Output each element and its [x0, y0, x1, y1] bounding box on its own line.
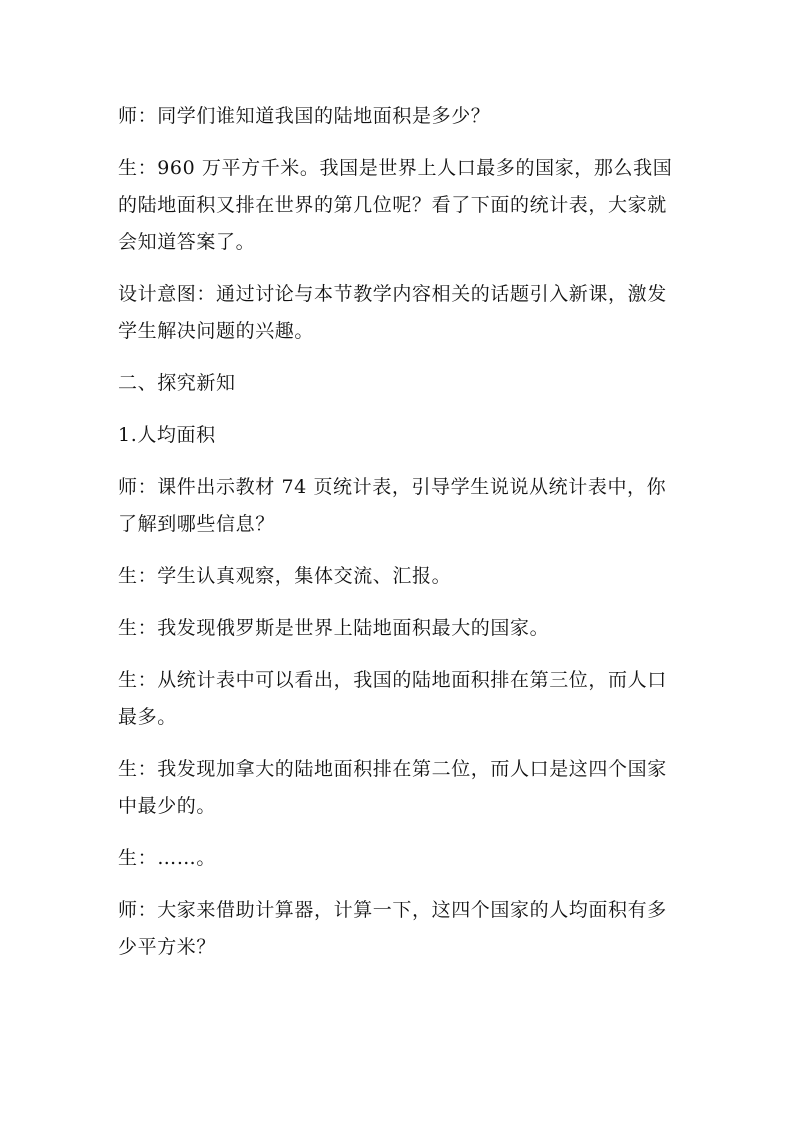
paragraph-student-russia: 生：我发现俄罗斯是世界上陆地面积最大的国家。	[118, 617, 550, 639]
paragraph-student-ellipsis: 生：……。	[118, 847, 217, 869]
paragraph-student-china-rank: 生：从统计表中可以看出，我国的陆地面积排在第三位，而人口最多。	[118, 669, 667, 728]
document-body	[118, 98, 678, 981]
paragraph-student-canada: 生：我发现加拿大的陆地面积排在第二位，而人口是这四个国家中最少的。	[118, 758, 667, 817]
subheading-per-capita-area: 1.人均面积	[118, 424, 216, 446]
paragraph-teacher-courseware: 师：课件出示教材 74 页统计表，引导学生说说从统计表中，你了解到哪些信息？	[118, 476, 667, 535]
paragraph-student-answer-area: 生：960 万平方千米。我国是世界上人口最多的国家，那么我国的陆地面积又排在世界的第几位呢？看了下面的统计表，大家就会知道答案了。	[118, 157, 673, 253]
paragraph-design-intent: 设计意图：通过讨论与本节教学内容相关的话题引入新课，激发学生解决问题的兴趣。	[118, 283, 667, 342]
section-heading-explore: 二、探究新知	[118, 372, 236, 394]
paragraph-teacher-calculator: 师：大家来借助计算器，计算一下，这四个国家的人均面积有多少平方米？	[118, 899, 667, 958]
paragraph-teacher-question-area: 师：同学们谁知道我国的陆地面积是多少？	[118, 105, 491, 127]
paragraph-student-observe: 生：学生认真观察，集体交流、汇报。	[118, 565, 452, 587]
